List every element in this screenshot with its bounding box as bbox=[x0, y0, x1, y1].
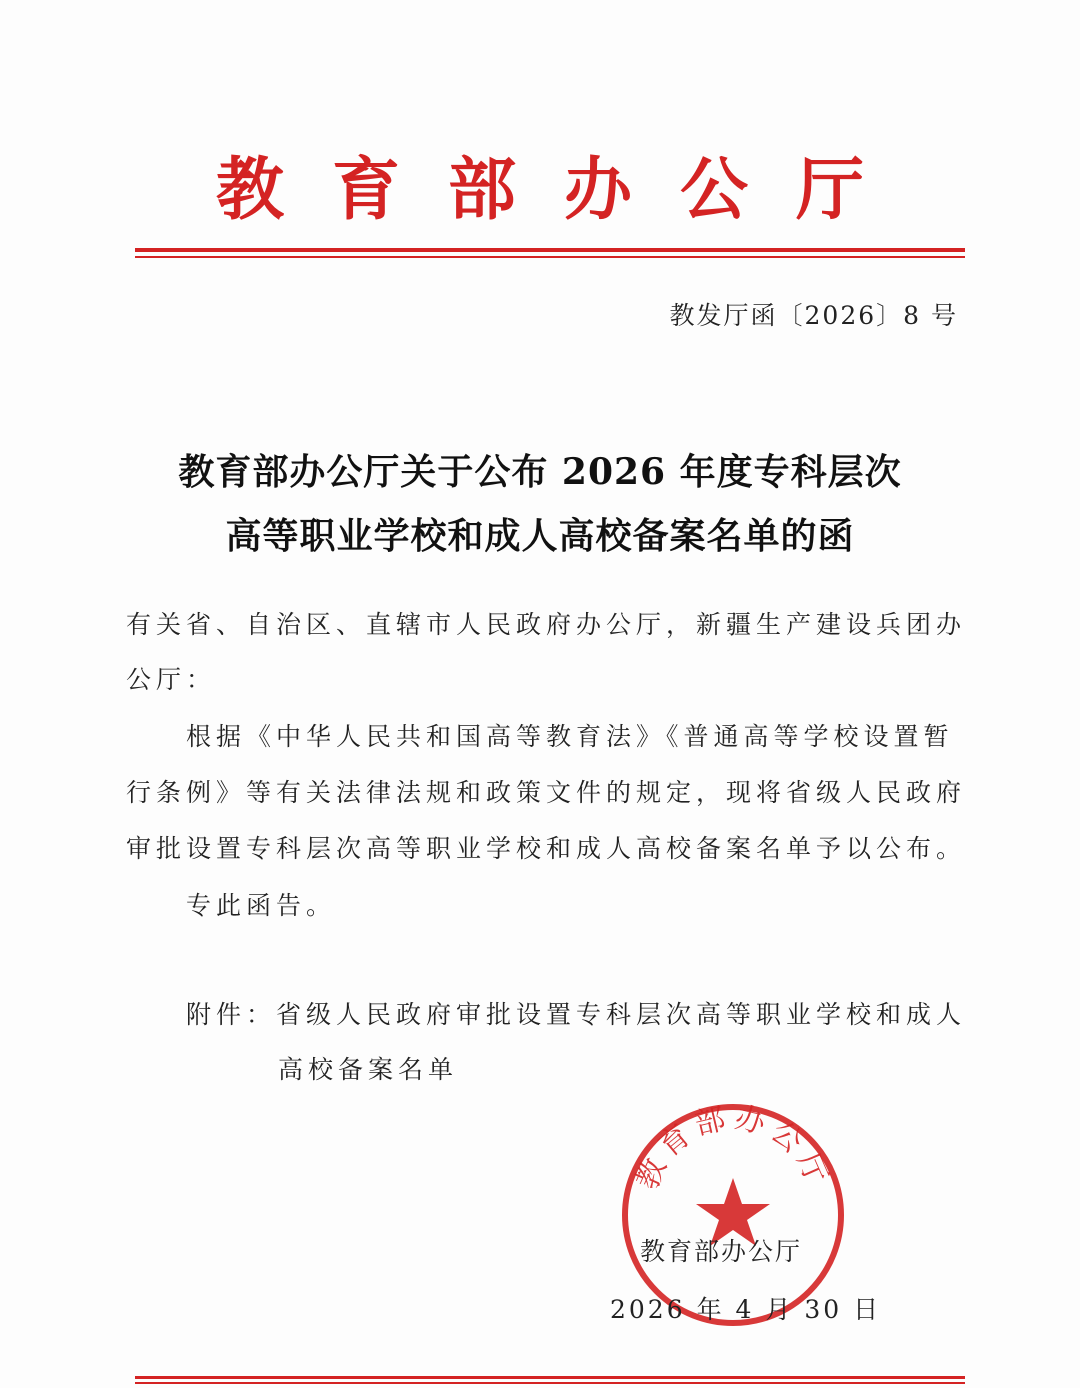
document-number: 教发厅函〔2026〕8 号 bbox=[669, 301, 958, 330]
letterhead-title bbox=[0, 140, 1080, 240]
letterhead-char: 厅 bbox=[796, 150, 865, 230]
letterhead-char: 育 bbox=[331, 150, 400, 230]
body-paragraph-line-2: 行条例》等有关法律法规和政策文件的规定，现将省级人民政府 bbox=[126, 778, 967, 807]
attachment-line-1: 附件：省级人民政府审批设置专科层次高等职业学校和成人 bbox=[186, 1000, 967, 1029]
letterhead-char: 公 bbox=[680, 150, 749, 230]
letterhead-char: 办 bbox=[564, 150, 633, 230]
letterhead-char: 教 bbox=[215, 150, 284, 230]
signing-date: 2026 年 4 月 30 日 bbox=[610, 1295, 882, 1324]
letterhead-divider-thin bbox=[135, 256, 965, 258]
addressee-line-2: 公厅： bbox=[126, 665, 217, 694]
seal-arc-text: 教育部办公厅 bbox=[629, 1100, 837, 1195]
body-paragraph-line-1: 根据《中华人民共和国高等教育法》《普通高等学校设置暂 bbox=[186, 722, 954, 751]
document-title-line-1: 教育部办公厅关于公布 2026 年度专科层次 bbox=[178, 451, 902, 493]
signing-organization: 教育部办公厅 bbox=[640, 1237, 803, 1266]
closing-line: 专此函告。 bbox=[186, 891, 337, 920]
addressee-line-1: 有关省、自治区、直辖市人民政府办公厅，新疆生产建设兵团办 bbox=[126, 610, 967, 639]
letterhead-char: 部 bbox=[447, 150, 516, 230]
attachment-line-2: 高校备案名单 bbox=[278, 1055, 459, 1084]
letterhead-divider bbox=[135, 248, 965, 252]
footer-divider-thin bbox=[135, 1382, 965, 1384]
footer-divider bbox=[135, 1376, 965, 1379]
body-paragraph-line-3: 审批设置专科层次高等职业学校和成人高校备案名单予以公布。 bbox=[126, 834, 967, 863]
document-title-line-2: 高等职业学校和成人高校备案名单的函 bbox=[225, 515, 855, 557]
